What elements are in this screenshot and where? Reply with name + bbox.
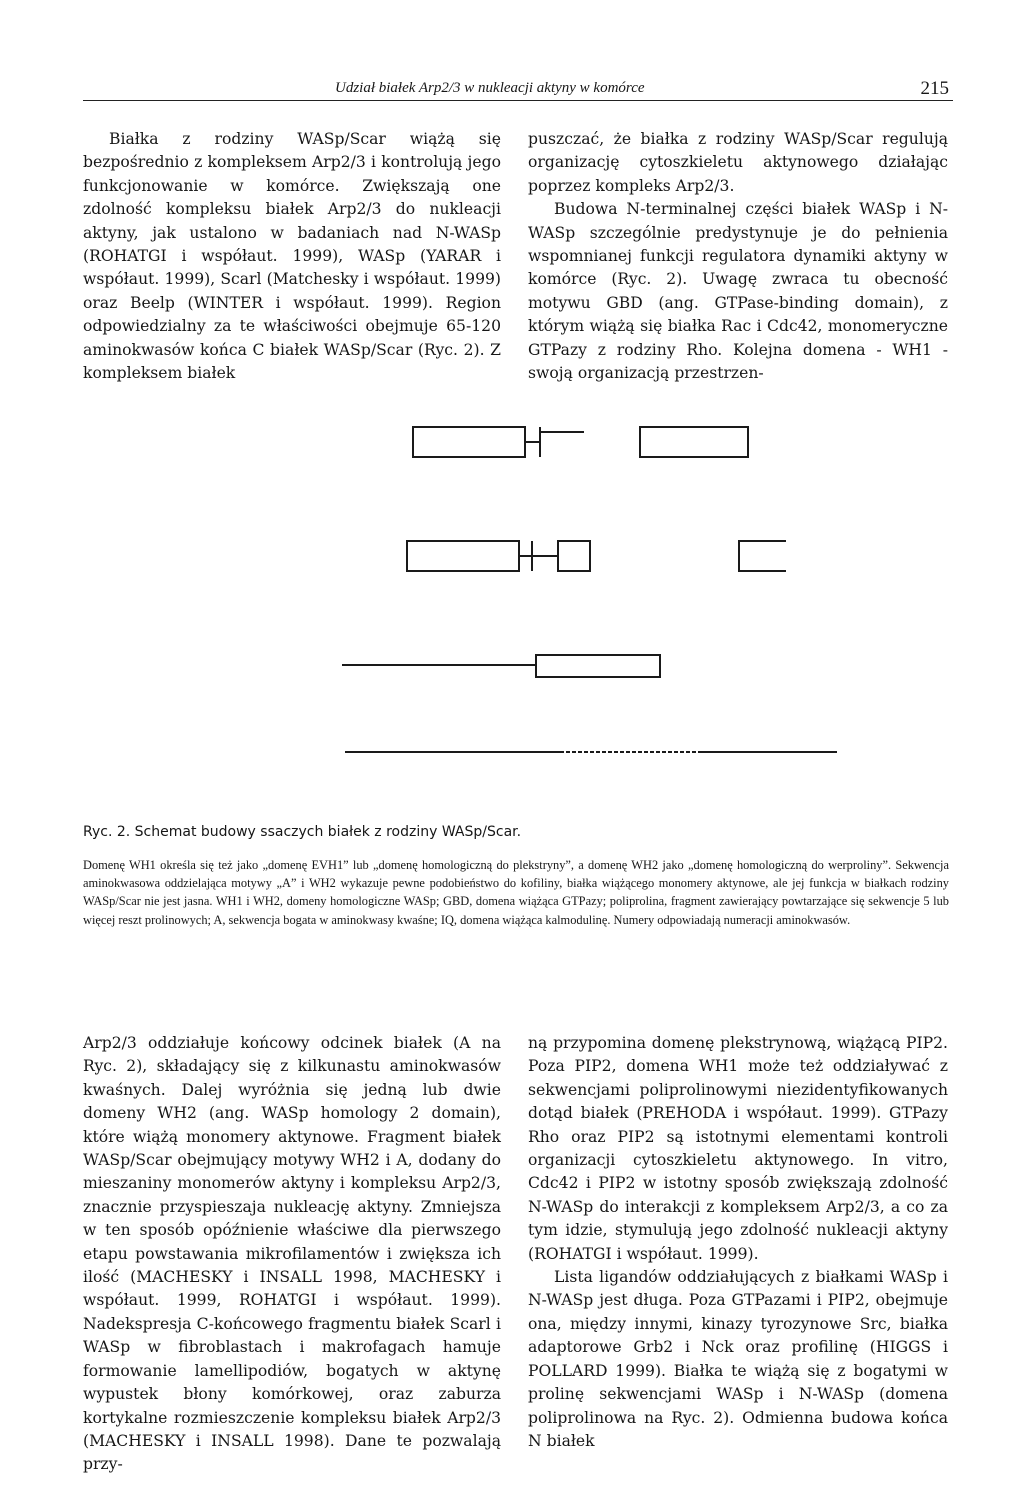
paragraph: Lista ligandów oddziałujących z białkami WASp i N-WASp jest długa. Poza GTPazami i PIP2, obejmuje ona, między innymi, kinazy tyrozynowe Src, białka adaptorowe Grb2 i Nck oraz profilinę (HIGGS i POLLARD 1999). Białka te wiążą się z bogatymi w prolinę sekwencjami WASp i N-WASp (domena poliprolinowa na Ryc. 2). Odmienna budowa końca N białek	[528, 1268, 948, 1450]
text-column-bottom-left	[83, 1032, 501, 1477]
text-column-bottom-right	[528, 1032, 948, 1453]
paragraph: puszczać, że białka z rodziny WASp/Scar regulują organizację cytoszkieletu aktynowego działając poprzez kompleks Arp2/3.	[528, 130, 948, 195]
domain-box	[407, 541, 519, 571]
page-number: 215	[920, 78, 949, 99]
domain-box	[558, 541, 590, 571]
figure-domain-schematic	[340, 405, 840, 780]
domain-box	[640, 427, 748, 457]
domain-box	[413, 427, 525, 457]
running-header	[83, 78, 953, 101]
paragraph: ną przypomina domenę plekstrynową, wiążącą PIP2. Poza PIP2, domena WH1 może też oddziaływać z sekwencjami poliprolinowymi niezidentyfikowanych dotąd białek (PREHODA i współaut. 1999). GTPazy Rho oraz PIP2 są istotnymi elementami kontroli organizacji cytoszkieletu aktynowego. In vitro, Cdc42 i PIP2 w istotny sposób zwiększają zdolność N-WASp do interakcji z kompleksem Arp2/3, a co za tym idzie, stymulują jego zdolność nukleacji aktyny (ROHATGI i współaut. 1999).	[528, 1034, 948, 1263]
figure-caption-title: Ryc. 2. Schemat budowy ssaczych białek z rodziny WASp/Scar.	[83, 824, 522, 840]
domain-box	[536, 655, 660, 677]
paragraph: Arp2/3 oddziałuje końcowy odcinek białek (A na Ryc. 2), składający się z kilkunastu aminokwasów kwaśnych. Dalej wyróżnia się jedną lub dwie domeny WH2 (ang. WASp homology 2 domain), które wiążą monomery aktynowe. Fragment białek WASp/Scar obejmujący motywy WH2 i A, dodany do mieszaniny monomerów aktyny i kompleksu Arp2/3, znacznie przyspieszaja nukleację aktyny. Zmniejsza w ten sposób opóźnienie właściwe dla pierwszego etapu powstawania mikrofilamentów i zwiększa ich ilość (MACHESKY i INSALL 1998, MACHESKY i współaut. 1999, ROHATGI i współaut. 1999). Nadekspresja C-końcowego fragmentu białek Scarl i WASp w fibroblastach i makrofagach hamuje formowanie lamellipodiów, bogatych w aktynę wypustek błony komórkowej, oraz zaburza kortykalne rozmieszczenie kompleksu białek Arp2/3 (MACHESKY i INSALL 1998). Dane te pozwalają przy-	[83, 1034, 501, 1474]
domain-box-open	[739, 541, 786, 571]
paragraph: Białka z rodziny WASp/Scar wiążą się bezpośrednio z kompleksem Arp2/3 i kontrolują jego funkcjonowanie w komórce. Zwiększają one zdolność kompleksu białek Arp2/3 do nukleacji aktyny, jak ustalono w badaniach nad N-WASp (ROHATGI i współaut. 1999), WASp (YARAR i współaut. 1999), Scarl (Matchesky i współaut. 1999) oraz Beelp (WINTER i współaut. 1999). Region odpowiedzialny za te właściwości obejmuje 65-120 aminokwasów końca C białek WASp/Scar (Ryc. 2). Z kompleksem białek	[83, 130, 501, 383]
running-title: Udział białek Arp2/3 w nukleacji aktyny w komórce	[335, 80, 645, 96]
paragraph: Budowa N-terminalnej części białek WASp i N-WASp szczególnie predystynuje je do pełnienia wspomnianej funkcji regulatora dynamiki aktyny w komórce (Ryc. 2). Uwagę zwraca tu obecność motywu GBD (ang. GTPase-binding domain), z którym wiążą się białka Rac i Cdc42, monomeryczne GTPazy z rodziny Rho. Kolejna domena - WH1 - swoją organizacją przestrzen-	[528, 200, 948, 383]
figure-caption-text: Domenę WH1 określa się też jako „domenę EVH1” lub „domenę homologiczną do plekstryny”, a domenę WH2 jako „domenę homologiczną do werproliny”. Sekwencja aminokwasowa oddzielająca motywy „A” i WH2 wykazuje pewne podobieństwo do kofiliny, białka wiążącego monomery aktynowe, ale jej funkcja w białkach rodziny WASp/Scar nie jest jasna. WH1 i WH2, domeny homologiczne WASp; GBD, domena wiążąca GTPazy; poliprolina, fragment zawierający powtarzające się sekwencje 5 lub więcej reszt prolinowych; A, sekwencja bogata w aminokwasy kwaśne; IQ, domena wiążąca kalmodulinę. Numery odpowiadają numeracji aminokwasów.	[83, 858, 949, 927]
text-column-top-left	[83, 128, 501, 385]
domain-diagram	[340, 405, 840, 780]
text-column-top-right	[528, 128, 948, 385]
